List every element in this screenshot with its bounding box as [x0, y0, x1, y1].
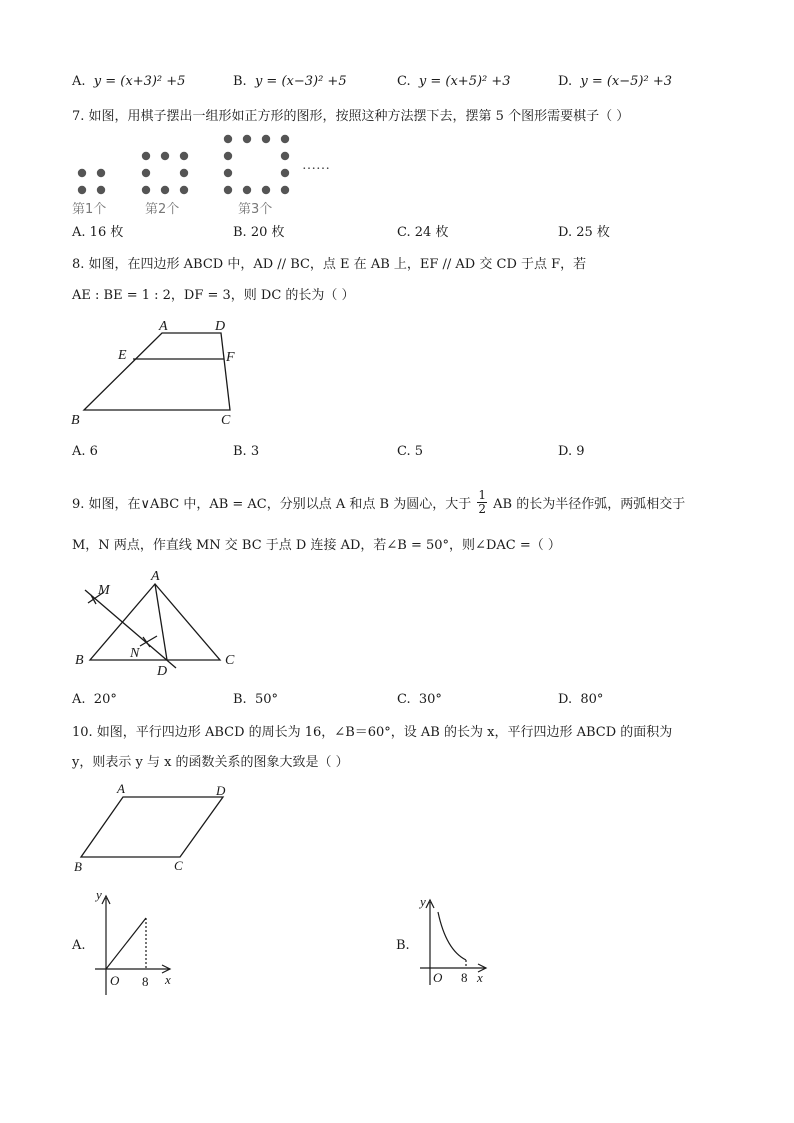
q7-option-c: C. 24 枚: [397, 225, 449, 240]
q8-label-b: B: [71, 413, 80, 428]
q10-graph-a-letter: A.: [72, 938, 86, 953]
q10-graph-a-tick: 8: [142, 974, 149, 989]
q8-question-line2: AE : BE = 1 : 2，DF = 3，则 DC 的长为（ ）: [72, 288, 355, 303]
q8-option-d: D. 9: [558, 444, 585, 459]
q9-option-c: C. 30°: [397, 692, 442, 707]
q8-option-a: A. 6: [72, 444, 98, 459]
q8-question-line1: 8. 如图，在四边形 ABCD 中，AD // BC，点 E 在 AB 上，EF // AD 交 CD 于点 F，若: [72, 257, 587, 272]
q6-option-a: A. y = (x+3)² +5: [72, 74, 186, 89]
q9-text-pre: 9. 如图，在∨ABC 中，AB = AC，分别以点 A 和点 B 为圆心，大于: [72, 497, 472, 512]
q9-label-d: D: [157, 664, 168, 679]
q7-caption-3: 第3个: [238, 202, 273, 217]
q7-ellipsis: ……: [302, 158, 330, 173]
q10-graph-b-x-label: x: [477, 970, 483, 985]
q6-option-c: C. y = (x+5)² +3: [397, 74, 511, 89]
q8-label-a: A: [159, 319, 168, 334]
q10-graph-a-x-label: x: [165, 972, 171, 987]
q7-caption-1: 第1个: [72, 202, 107, 217]
q7-option-a: A. 16 枚: [72, 225, 124, 240]
q10-label-d: D: [216, 783, 226, 798]
q8-label-d: D: [215, 319, 226, 334]
q8-option-b: B. 3: [233, 444, 260, 459]
q7-question: 7. 如图，用棋子摆出一组形如正方形的图形，按照这种方法摆下去，摆第 5 个图形需要棋子（ ）: [72, 109, 630, 124]
q8-label-e: E: [118, 348, 127, 363]
q10-graph-b-origin: O: [433, 970, 443, 985]
q9-text-post: AB 的长为半径作弧，两弧相交于: [493, 497, 686, 512]
q7-option-b: B. 20 枚: [233, 225, 285, 240]
q9-fraction-numerator: 1: [478, 488, 486, 502]
q9-option-b: B. 50°: [233, 692, 278, 707]
q6-option-b: B. y = (x−3)² +5: [233, 74, 347, 89]
q9-label-c: C: [225, 653, 235, 668]
q9-label-n: N: [130, 646, 140, 661]
q7-option-d: D. 25 枚: [558, 225, 610, 240]
q10-graph-b-tick: 8: [461, 970, 468, 985]
q10-graph-a-origin: O: [110, 973, 120, 988]
q10-label-c: C: [174, 858, 183, 873]
q9-label-a: A: [151, 569, 160, 584]
q9-label-b: B: [75, 653, 84, 668]
q10-graph-b-y-label: y: [420, 894, 426, 909]
q9-fraction-denominator: 2: [478, 502, 486, 516]
q10-label-b: B: [74, 859, 82, 874]
q8-label-c: C: [221, 413, 231, 428]
q9-question-line2: M，N 两点，作直线 MN 交 BC 于点 D 连接 AD，若∠B = 50°，则∠DAC =（ ）: [72, 538, 561, 553]
q10-label-a: A: [117, 781, 125, 796]
q10-graph-b-curve: [438, 912, 466, 960]
q10-graph-b-letter: B.: [396, 938, 410, 953]
q6-option-d: D. y = (x−5)² +3: [558, 74, 673, 89]
q8-option-c: C. 5: [397, 444, 424, 459]
q9-option-a: A. 20°: [72, 692, 117, 707]
q10-question-line1: 10. 如图，平行四边形 ABCD 的周长为 16，∠B＝60°，设 AB 的长为 x，平行四边形 ABCD 的面积为: [72, 725, 673, 740]
q10-graph-a-y-label: y: [96, 887, 102, 902]
q8-label-f: F: [226, 350, 235, 365]
q9-option-d: D. 80°: [558, 692, 604, 707]
q7-caption-2: 第2个: [145, 202, 180, 217]
q9-label-m: M: [98, 583, 110, 598]
q10-question-line2: y，则表示 y 与 x 的函数关系的图象大致是（ ）: [72, 755, 349, 770]
